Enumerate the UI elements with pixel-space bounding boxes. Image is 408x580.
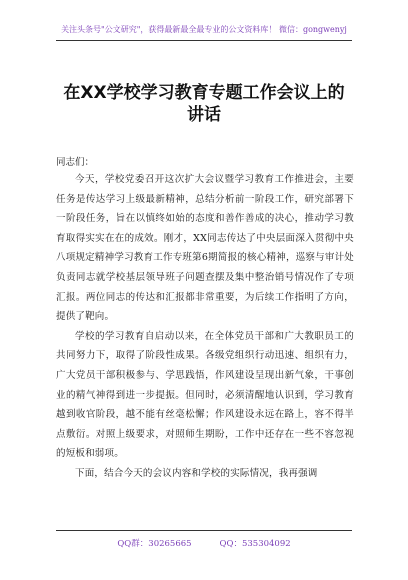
salutation: 同志们： xyxy=(56,157,95,168)
title-line-1: 在XX学校学习教育专题工作会议上的 xyxy=(63,83,345,103)
document-body xyxy=(56,170,354,484)
header-rule xyxy=(56,40,352,41)
paragraph-3: 下面，结合今天的会议内容和学校的实际情况，我再强调 xyxy=(75,467,318,479)
paragraph-1: 今天，学校党委召开这次扩大会议暨学习教育工作推进会，主要任务是传达学习上级最新精神，总结分析前一阶段工作，研究部署下一阶段任务，旨在以慎终如始的态度和善作善成的决心，推动学习教育取得实实在在的成效。刚才，XX同志传达了中央层面深入贯彻中央八项规定精神学习教育工作专班第6期简报的核心精神，巡察与审计处负责同志就学校基层领导班子问题查摆及集中整治销号情况作了专项汇报。两位同志的传达和汇报都非常重要，为后续工作指明了方向，提供了靶向。 xyxy=(56,174,354,323)
footer xyxy=(0,537,408,549)
header-banner: 关注头条号"公文研究"，获得最新最全最专业的公文资料库！ 微信：gongwenyj xyxy=(61,25,347,34)
footer-qq-group: QQ群：30265665 xyxy=(117,539,192,549)
footer-rule xyxy=(56,530,352,531)
footer-qq: QQ：535304092 xyxy=(219,539,291,549)
paragraph-2: 学校的学习教育自启动以来，在全体党员干部和广大教职员工的共同努力下，取得了阶段性成果。各级党组织行动迅速、组织有力，广大党员干部积极参与、学思践悟，作风建设呈现出新气象，干事创业的精气神得到进一步提振。但同时，必须清醒地认识到，学习教育越到收官阶段，越不能有丝毫松懈；作风建设永远在路上，容不得半点敷衍。对照上级要求，对照师生期盼，工作中还存在一些不容忽视的短板和弱项。 xyxy=(56,330,354,460)
title-line-2: 讲话 xyxy=(187,105,221,125)
document-title xyxy=(40,82,368,126)
